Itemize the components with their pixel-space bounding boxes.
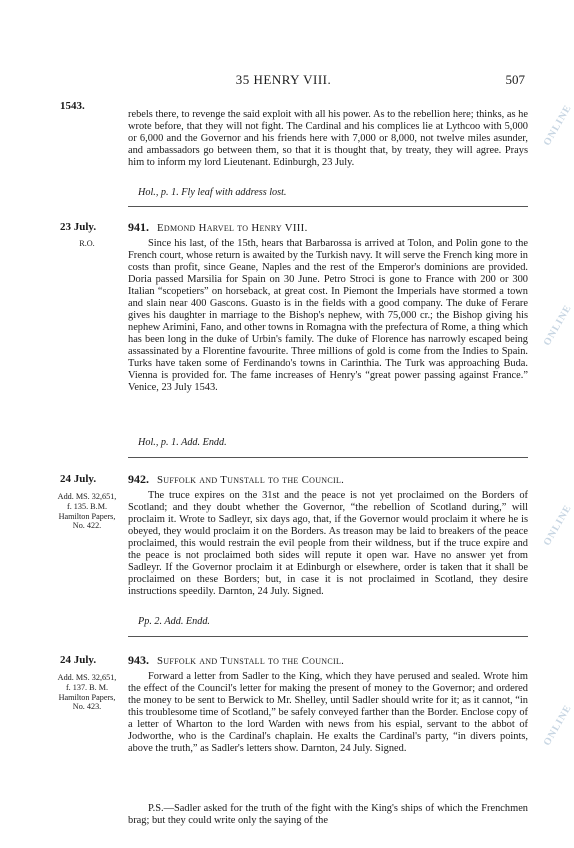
running-header: 35 HENRY VIII. (235, 72, 332, 87)
entry-941-text: Since his last, of the 15th, hears that Barbarossa is arrived at Tolon, and Polin gone to the French court, whose return is awaited by the Turkish navy. It will serve the French king more in costs than profit, since Geane, Naples and the rest of the Emperor's dominions are provided. Doria passed Marsilia for Spain on 30 June. Petro Stroci is gone to France with 200 or 300 Italian “scopetiers” on horseback, at great cost. In Piemont the Imperials have stormed a town and slain near 400 Gascons. Guasto is in the fields with a good company. The duke of Ferare gives his daughter in marriage to the Bishop's nephew, with 75,000 cr.; the Bishop giving his nephew Arimini, Fano, and other towns in Romagna with the prefectura of Rome, a thing which has been long in the duke of Urbin's family. The duke of Florence has narrowly escaped being assassinated by a Florentine favourite. Three millions of gold is come from the Indies to Spain. Turks have taken some of Ferdinando's towns in Carinthia. The Turk was approaching Buda. Vienna is provided for. The fame increases of Henry's “great power passing against France.” Venice, 23 July 1543. (128, 238, 528, 393)
entry-divider (128, 457, 528, 458)
continuation-note: Hol., p. 1. Fly leaf with address lost. (138, 187, 287, 198)
watermark-text: ONLINE (541, 102, 574, 148)
watermark-text: ONLINE (541, 302, 574, 348)
entry-943-date: 24 July. (60, 654, 97, 666)
entry-942-title: Suffolk and Tunstall to the Council. (157, 474, 345, 486)
entry-942-number: 942. (128, 472, 149, 486)
entry-943-number: 943. (128, 653, 149, 667)
entry-943-heading (128, 653, 344, 668)
entry-943-title: Suffolk and Tunstall to the Council. (157, 655, 345, 667)
entry-941-ref: R.O. (79, 239, 95, 248)
watermark-text: ONLINE (541, 702, 574, 748)
watermark-text: ONLINE (541, 502, 574, 548)
entry-divider (128, 636, 528, 637)
entry-941-date: 23 July. (60, 221, 97, 233)
entry-941-note: Hol., p. 1. Add. Endd. (138, 437, 227, 448)
entry-942-ref: Add. MS. 32,651, f. 135. B.M. Hamilton Papers, No. 422. (57, 492, 117, 531)
entry-942-note: Pp. 2. Add. Endd. (138, 616, 210, 627)
margin-year: 1543. (60, 100, 85, 112)
entry-942-heading (128, 472, 344, 487)
entry-941-number: 941. (128, 220, 149, 234)
entry-943-ref: Add. MS. 32,651, f. 137. B. M. Hamilton Papers, No. 423. (57, 673, 117, 712)
entry-942-date: 24 July. (60, 473, 97, 485)
entry-942-text: The truce expires on the 31st and the peace is not yet proclaimed on the Borders of Scotland; and they doubt whether the Governor, “the rebellion of Scotland during,” will proclaim it. Wrote to Sadleyr, six days ago, that, if the Governor would proclaim it where he is obeyed, they would proclaim it on the Borders. As treason may be laid to breakers of the peace proclaimed, this would restrain the evil people from their wildness, but if the truce expire and the peace is not proclaimed both sides will repute it open war. Have no answer yet from Sadleyr. If the Governor proclaim it at Edinburgh or elsewhere, order is taken that it shall be proclaimed on these Borders; but, in case it is not proclaimed in Scotland, they desire instructions speedily. Darnton, 24 July. Signed. (128, 490, 528, 597)
continuation-text: rebels there, to revenge the said exploit with all his power. As to the rebellion here; thinks, as he wrote before, that they will not fight. The Cardinal and his complices lie at Lythcoo with 5,000 or 6,000 and the Governor and his friends here with 7,000 or 8,000, not twelve miles asunder, and ambassadors go between them, so that it is thought that, by treaty, they will agree. Prays him to inform my lord Lieutenant. Edinburgh, 23 July. (128, 109, 528, 168)
entry-943-text: Forward a letter from Sadler to the King, which they have perused and sealed. Wrote him the effect of the Council's letter for making the present of money to the Governor; and ordered the money to be sent to Berwick to Mr. Shelley, until Sadler should write for it; as it cannot, “in this troublesome time of Scotland,” be safely conveyed farther than the Border. Enclose copy of a letter of Wharton to the lord Warden with news from his espial, servant to the abbot of Jodworthe, who is the Cardinal's chaplain. He exalts the Cardinal's party, “in divers points, above the truth,” as Sadler's letters show. Darnton, 24 July. Signed. (128, 671, 528, 754)
page-number: 507 (505, 72, 525, 87)
entry-941-title: Edmond Harvel to Henry VIII. (157, 222, 308, 234)
entry-941-heading (128, 220, 308, 235)
entry-943-postscript: P.S.—Sadler asked for the truth of the fight with the King's ships of which the Frenchmen brag; but they could write only the saying of the (128, 803, 528, 826)
entry-divider (128, 206, 528, 207)
